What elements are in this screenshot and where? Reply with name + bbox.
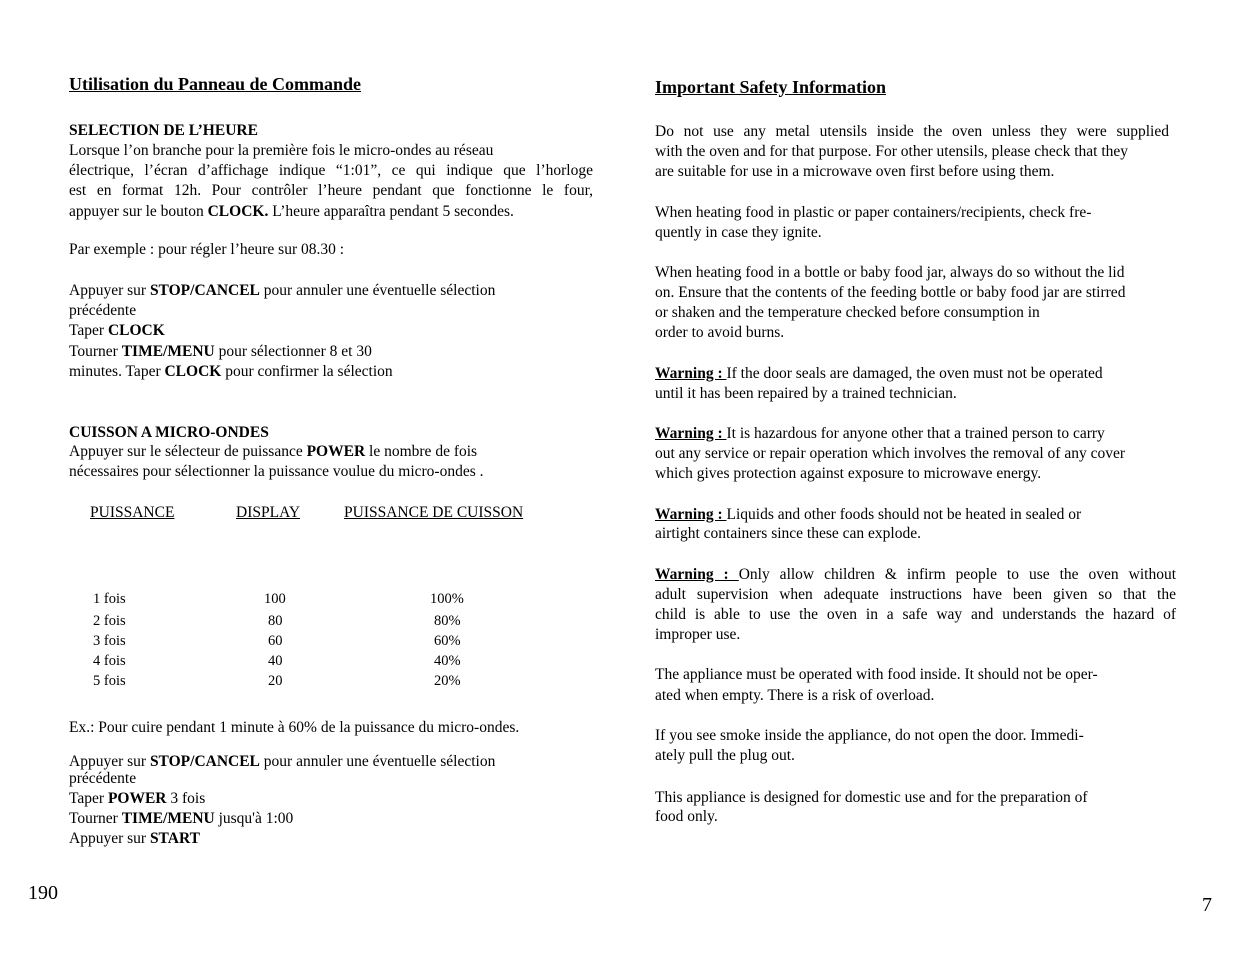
paragraph-line: order to avoid burns. [655, 324, 785, 341]
table-header-display: DISPLAY [236, 504, 301, 521]
clock-text-line: électrique, l’écran d’affichage indique “1:01”, ce qui indique que l’horloge [69, 162, 593, 179]
page-number-left: 190 [28, 882, 58, 904]
paragraph-line: This appliance is designed for domestic use and for the preparation of [655, 789, 1088, 806]
micro-step: Taper POWER 3 fois [69, 790, 206, 807]
paragraph-line: quently in case they ignite. [655, 224, 822, 241]
micro-section-heading: CUISSON A MICRO-ONDES [69, 424, 269, 441]
micro-text-line: nécessaires pour sélectionner la puissance voulue du micro-ondes . [69, 463, 484, 480]
clock-text-line: Lorsque l’on branche pour la première fois le micro-ondes au réseau [69, 142, 494, 159]
paragraph-line: out any service or repair operation which involves the removal of any cover [655, 445, 1125, 462]
micro-step: Tourner TIME/MENU jusqu'à 1:00 [69, 810, 294, 827]
clock-example: Par exemple : pour régler l’heure sur 08.30 : [69, 241, 345, 258]
paragraph-line: Warning : Liquids and other foods should not be heated in sealed or [655, 506, 1082, 523]
warning-label: Warning : [655, 506, 727, 523]
paragraph-line: which gives protection against exposure to microwave energy. [655, 465, 1042, 482]
paragraph-line: The appliance must be operated with food inside. It should not be oper- [655, 666, 1098, 683]
clock-section-heading: SELECTION DE L’HEURE [69, 122, 258, 139]
paragraph-line: with the oven and for that purpose. For other utensils, please check that they [655, 143, 1129, 160]
paragraph-line: If you see smoke inside the appliance, do not open the door. Immedi- [655, 727, 1084, 744]
table-cell-power: 80% [434, 613, 461, 629]
paragraph-line: Warning : If the door seals are damaged, the oven must not be operated [655, 365, 1103, 382]
paragraph-line: Warning : It is hazardous for anyone other that a trained person to carry [655, 425, 1105, 442]
left-page-title: Utilisation du Panneau de Commande [69, 74, 362, 94]
paragraph-line: food only. [655, 808, 718, 825]
paragraph-line: Do not use any metal utensils inside the oven unless they were supplied [655, 123, 1169, 140]
table-header-puissance: PUISSANCE [90, 504, 175, 521]
table-cell-power: 20% [434, 673, 461, 689]
table-cell-power: 60% [434, 633, 461, 649]
paragraph-line: When heating food in a bottle or baby food jar, always do so without the lid [655, 264, 1125, 281]
clock-step: Tourner TIME/MENU pour sélectionner 8 et 30 [69, 343, 372, 360]
clock-text-line: est en format 12h. Pour contrôler l’heure pendant que fonctionne le four, [69, 182, 593, 199]
paragraph-line: airtight containers since these can explode. [655, 525, 921, 542]
micro-step-continued: précédente [69, 770, 137, 787]
clock-step: minutes. Taper CLOCK pour confirmer la sélection [69, 363, 393, 380]
right-page-title: Important Safety Information [655, 77, 886, 97]
table-cell-power: 40% [434, 653, 461, 669]
table-cell-display: 100 [264, 591, 286, 607]
paragraph-line: Warning : Only allow children & infirm people to use the oven without [655, 566, 1177, 583]
warning-label: Warning : [655, 566, 739, 583]
micro-example: Ex.: Pour cuire pendant 1 minute à 60% de la puissance du micro-ondes. [69, 719, 520, 736]
table-cell-display: 60 [268, 633, 283, 649]
table-cell-display: 40 [268, 653, 283, 669]
clock-step: Appuyer sur STOP/CANCEL pour annuler une éventuelle sélection [69, 282, 496, 299]
paragraph-line: until it has been repaired by a trained technician. [655, 385, 957, 402]
paragraph-line: on. Ensure that the contents of the feeding bottle or baby food jar are stirred [655, 284, 1126, 301]
micro-step: Appuyer sur STOP/CANCEL pour annuler une éventuelle sélection [69, 753, 496, 770]
warning-label: Warning : [655, 365, 727, 382]
clock-text-line: appuyer sur le bouton CLOCK. L’heure apparaîtra pendant 5 secondes. [69, 203, 514, 220]
micro-step: Appuyer sur START [69, 830, 200, 847]
table-cell-count: 5 fois [93, 673, 126, 689]
paragraph-line: adult supervision when adequate instructions have been given so that the [655, 586, 1176, 603]
table-cell-power: 100% [430, 591, 464, 607]
table-cell-count: 3 fois [93, 633, 126, 649]
page-number-right: 7 [1202, 894, 1212, 916]
paragraph-line: are suitable for use in a microwave oven first before using them. [655, 163, 1055, 180]
clock-step-continued: précédente [69, 302, 137, 319]
paragraph-line: or shaken and the temperature checked before consumption in [655, 304, 1040, 321]
clock-step: Taper CLOCK [69, 322, 165, 339]
paragraph-line: improper use. [655, 626, 741, 643]
table-cell-count: 4 fois [93, 653, 126, 669]
table-header-puissance-cuisson: PUISSANCE DE CUISSON [344, 504, 524, 521]
table-cell-count: 1 fois [93, 591, 126, 607]
paragraph-line: ated when empty. There is a risk of overload. [655, 687, 935, 704]
paragraph-line: child is able to use the oven in a safe way and understands the hazard of [655, 606, 1176, 623]
table-cell-count: 2 fois [93, 613, 126, 629]
paragraph-line: ately pull the plug out. [655, 747, 795, 764]
paragraph-line: When heating food in plastic or paper containers/recipients, check fre- [655, 204, 1092, 221]
micro-text-line: Appuyer sur le sélecteur de puissance POWER le nombre de fois [69, 443, 478, 460]
table-cell-display: 20 [268, 673, 283, 689]
warning-label: Warning : [655, 425, 727, 442]
table-cell-display: 80 [268, 613, 283, 629]
